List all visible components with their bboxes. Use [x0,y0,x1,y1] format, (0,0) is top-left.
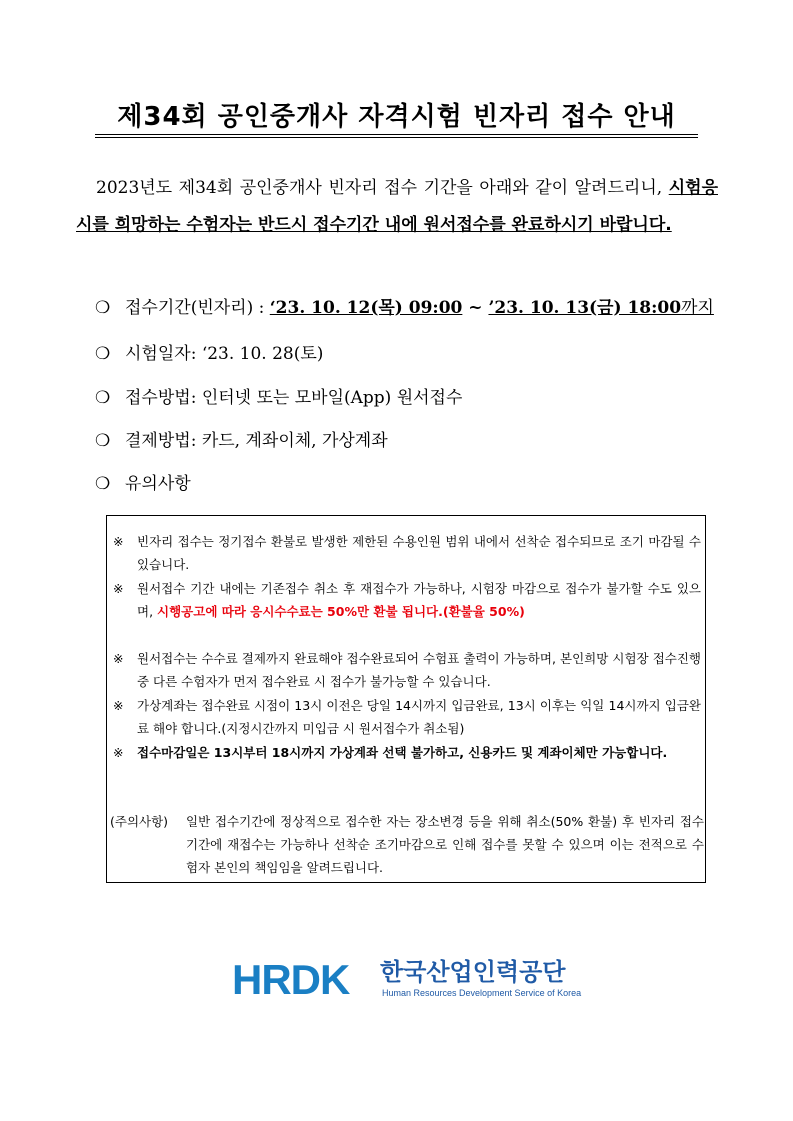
exam-date: 시험일자: ‘23. 10. 28(토) [125,344,324,364]
caution-label: (주의사항) [110,814,169,829]
notice-item [113,577,701,623]
circle-bullet-icon: ❍ [95,344,111,364]
payment-method: 결제방법: 카드, 계좌이체, 가상계좌 [125,431,388,451]
reference-mark-icon: ※ [113,698,124,713]
notice-box [106,515,706,883]
period-label: 접수기간(빈자리) : [125,298,270,318]
circle-bullet-icon: ❍ [95,474,111,494]
organization-name: 한국산업인력공단 [380,958,566,986]
intro-emphasis: 시험응시를 희망하는 수험자는 반드시 접수기간 내에 원서접수를 완료하시기 바랍니다. [76,178,718,235]
application-method: 접수방법: 인터넷 또는 모바일(App) 원서접수 [125,388,463,408]
reference-mark-icon: ※ [113,745,124,760]
reference-mark-icon: ※ [113,534,124,549]
bullet-exam-date [95,339,323,364]
intro-paragraph [76,170,718,244]
period-start: ‘23. 10. 12(목) 09:00 [269,298,463,318]
bullet-payment [95,426,388,451]
caution-text: 일반 접수기간에 정상적으로 접수한 자는 장소변경 등을 위해 취소(50% 환불) 후 빈자리 접수 기간에 재접수는 가능하나 선착순 조기마감으로 인해 접수를 못할 수 있으며 이는 전적으로 수험자 본인의 책임임을 알려드립니다. [186,814,704,875]
title-rule-top [95,134,698,135]
notice-item [113,741,701,764]
bullet-method [95,383,462,408]
notice-item-text: 접수마감일은 13시부터 18시까지 가상계좌 선택 불가하고, 신용카드 및 계좌이체만 가능합니다. [137,745,668,760]
page-title: 제34회 공인중개사 자격시험 빈자리 접수 안내 [117,102,676,132]
intro-plain: 2023년도 제34회 공인중개사 빈자리 접수 기간을 아래와 같이 알려드리니, [96,178,663,198]
caution-note [110,810,704,879]
bullet-period [95,293,714,318]
period-separator: ~ [462,298,489,318]
notes-heading: 유의사항 [125,474,191,494]
reference-mark-icon: ※ [113,651,124,666]
notice-item-text: 빈자리 접수는 정기접수 환불로 발생한 제한된 수용인원 범위 내에서 선착순 접수되므로 조기 마감될 수 있습니다. [137,534,701,572]
hrdk-logo [232,956,582,1003]
notice-item [113,694,701,740]
period-suffix: 까지 [681,298,714,318]
hrdk-logo-mark: HRDK [232,956,350,1003]
notice-item-text [137,577,701,623]
reference-mark-icon: ※ [113,581,124,596]
notice-item [113,530,701,576]
refund-warning: 시행공고에 따라 응시수수료는 50%만 환불 됩니다.(환불율 50%) [157,604,525,619]
circle-bullet-icon: ❍ [95,388,111,408]
notice-item-text-plain: 원서접수 기간 내에는 기존접수 취소 후 재접수가 가능하나, 시험장 마감으로 접수가 불가할 수도 있으며, [137,581,701,619]
circle-bullet-icon: ❍ [95,298,111,318]
period-end: ’23. 10. 13(금) 18:00 [488,298,682,318]
circle-bullet-icon: ❍ [95,431,111,451]
title-rule-bottom [95,137,698,138]
bullet-notes [95,469,191,494]
notice-item [113,647,701,693]
notice-item-text: 가상계좌는 접수완료 시점이 13시 이전은 당일 14시까지 입금완료, 13시 이후는 익일 14시까지 입금완료 해야 합니다.(지정시간까지 미입금 시 원서접수가 취소됨) [137,698,701,736]
organization-english-name: Human Resources Development Service of Korea [382,988,582,998]
notice-item-text: 원서접수는 수수료 결제까지 완료해야 접수완료되어 수험표 출력이 가능하며, 본인희망 시험장 접수진행 중 다른 수험자가 먼저 접수완료 시 접수가 불가능할 수 있습니다. [137,651,701,689]
